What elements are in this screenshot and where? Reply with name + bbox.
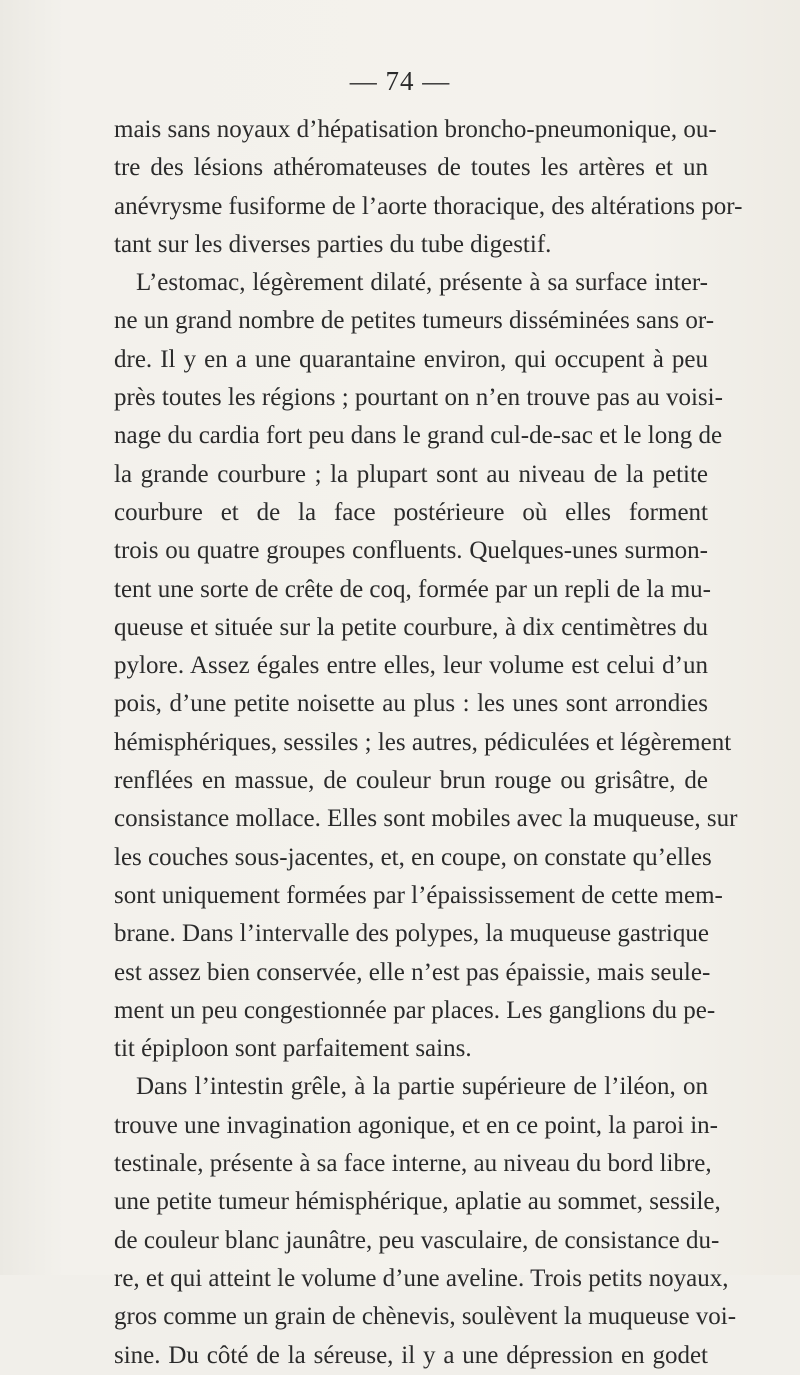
text-line: une petite tumeur hémisphérique, aplatie au sommet, sessile, (114, 1188, 721, 1216)
text-line: re, et qui atteint le volume d’une aveline. Trois petits noyaux, (114, 1264, 729, 1292)
text-line: L’estomac, légèrement dilaté, présente à sa surface inter- (136, 269, 708, 297)
text-line: tre des lésions athéromateuses de toutes les artères et un (114, 154, 708, 182)
text-line: ment un peu congestionnée par places. Les ganglions du pe- (114, 996, 716, 1024)
text-line: tent une sorte de crête de coq, formée par un repli de la mu- (114, 575, 711, 603)
text-line: anévrysme fusiforme de l’aorte thoracique, des altérations por- (114, 192, 743, 220)
text-line: tit épiploon sont parfaitement sains. (114, 1035, 472, 1063)
text-line: consistance mollace. Elles sont mobiles avec la muqueuse, sur (114, 805, 738, 833)
page-number: — 74 — (349, 66, 451, 96)
text-line: queuse et située sur la petite courbure, à dix centimètres du (114, 613, 708, 641)
text-line: brane. Dans l’intervalle des polypes, la muqueuse gastrique (114, 920, 709, 948)
text-line: renflées en massue, de couleur brun rouge ou grisâtre, de (114, 767, 708, 795)
text-line: courbure et de la face postérieure où elles forment (114, 498, 708, 526)
text-line: testinale, présente à sa face interne, au niveau du bord libre, (114, 1150, 712, 1178)
text-line: pylore. Assez égales entre elles, leur volume est celui d’un (114, 652, 708, 680)
text-line: mais sans noyaux d’hépatisation broncho-pneumonique, ou- (114, 116, 717, 143)
text-line: sont uniquement formées par l’épaississement de cette mem- (114, 881, 723, 909)
text-line: pois, d’une petite noisette au plus : les unes sont arrondies (114, 690, 708, 718)
text-line: trois ou quatre groupes confluents. Quelques-unes surmon- (114, 537, 708, 565)
text-line: nage du cardia fort peu dans le grand cul-de-sac et le long de (114, 422, 723, 450)
text-line: sine. Du côté de la séreuse, il y a une dépression en godet (114, 1341, 708, 1369)
text-line: gros comme un grain de chènevis, soulèvent la muqueuse voi- (114, 1303, 737, 1331)
body-text (114, 111, 743, 1375)
text-line: les couches sous-jacentes, et, en coupe, on constate qu’elles (114, 843, 712, 871)
text-line: tant sur les diverses parties du tube digestif. (114, 230, 552, 258)
text-line: dre. Il y en a une quarantaine environ, qui occupent à peu (114, 345, 708, 373)
text-line: près toutes les régions ; pourtant on n’en trouve pas au voisi- (114, 384, 723, 412)
text-line: ne un grand nombre de petites tumeurs disséminées sans or- (114, 307, 715, 335)
text-line: la grande courbure ; la plupart sont au niveau de la petite (114, 460, 708, 488)
text-line: hémisphériques, sessiles ; les autres, pédiculées et légèrement (114, 728, 732, 756)
text-line: trouve une invagination agonique, et en ce point, la paroi in- (114, 1111, 718, 1139)
text-line: de couleur blanc jaunâtre, peu vasculaire, de consistance du- (114, 1226, 720, 1254)
text-line: Dans l’intestin grêle, à la partie supérieure de l’iléon, on (136, 1073, 708, 1101)
text-line: est assez bien conservée, elle n’est pas épaissie, mais seule- (114, 958, 711, 986)
